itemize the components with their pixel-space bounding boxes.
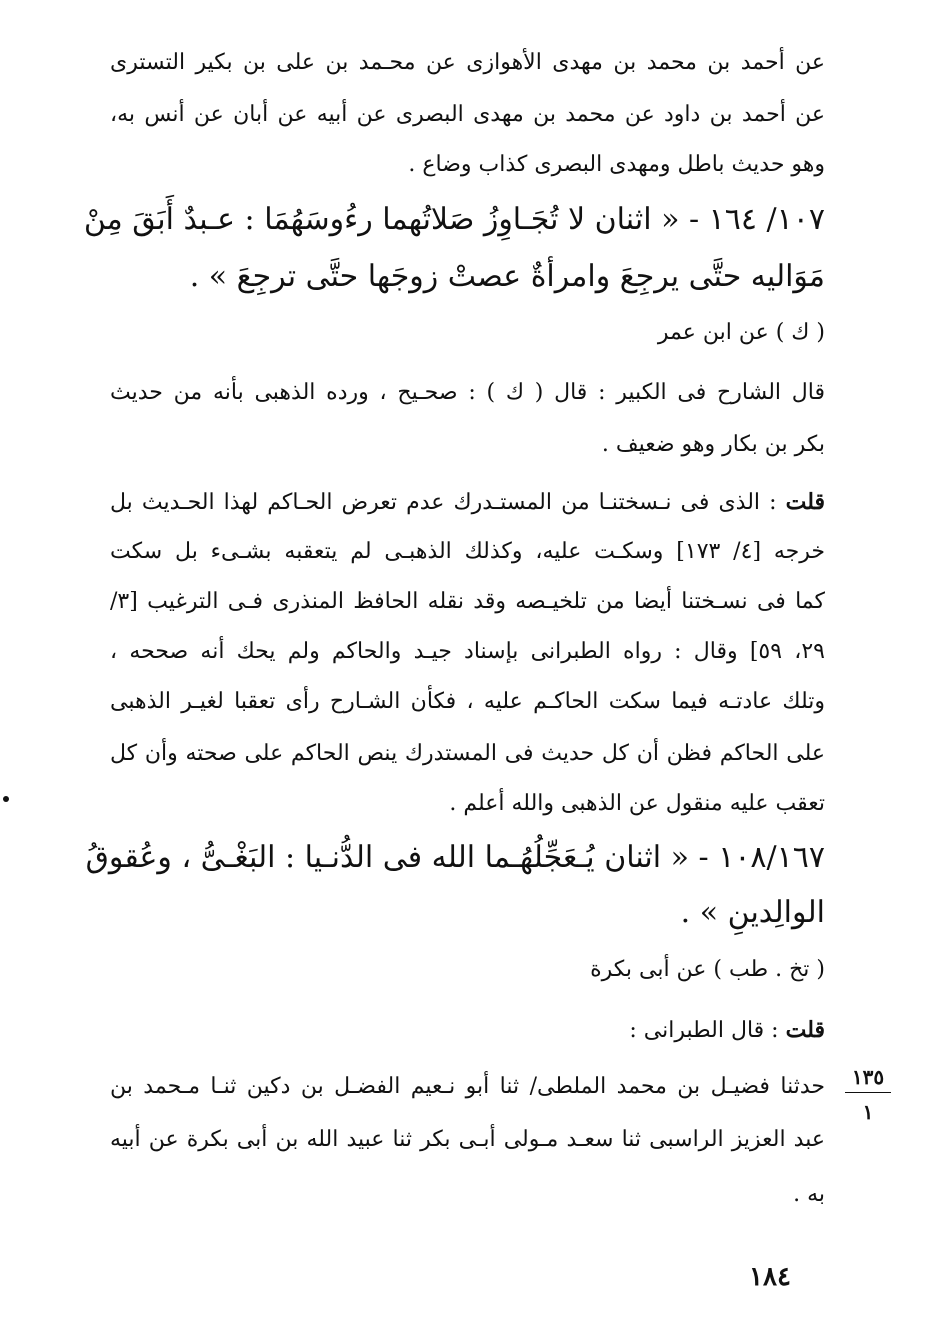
isnad-line-3: به . <box>793 1182 825 1207</box>
text-line-2: عن أحمد بن داود عن محمد بن مهدى البصرى عن أبيه عن أبان عن أنس به، <box>110 102 825 127</box>
hadith-108-line-2: الوالِدينِ » . <box>680 895 825 930</box>
note-line-5: وتلك عادتـه فيما سكت الحاكـم عليه ، فكأن الشـارح رأى تعقبا لغيـر الذهبى <box>110 689 825 714</box>
margin-reference-denominator: ١ <box>862 1100 874 1124</box>
hadith-108-line-1: ١٠٨/١٦٧ - « اثنان يُـعَجِّلُهُـما الله فى الدُّنـيا : البَغْـىُّ ، وعُقوقُ <box>85 840 825 875</box>
note-line-4: ٢٩، ٥٩] وقال : رواه الطبرانى بإسناد جيـد والحاكم ولم يحك أنه صححه ، <box>110 639 825 664</box>
note-line-7: تعقب عليه منقول عن الذهبى والله أعلم . <box>449 791 825 816</box>
hadith-107-line-2: مَوَاليه حتَّى يرجِعَ وامرأةٌ عصتْ زوجَها حتَّى ترجِعَ » . <box>189 259 825 294</box>
note-heading: قلت : قال الطبرانى : <box>629 1017 825 1043</box>
note-line-6: على الحاكم فظن أن كل حديث فى المستدرك ينص الحاكم على صحته وأن كل <box>110 741 825 766</box>
note-line-2: خرجه [٤/ ١٧٣] وسكـت عليه، وكذلك الذهبـى لم يتعقبه بشـىء بل سكت <box>110 539 826 564</box>
source-attribution-108: ( تخ . طب ) عن أبى بكرة <box>590 957 825 982</box>
isnad-line-1: حدثنا فضيـل بن محمد الملطى/ ثنا أبو نـعيم الفضـل بن دكين ثنـا مـحمد بن <box>110 1074 825 1099</box>
page-number: ١٨٤ <box>749 1262 791 1292</box>
isnad-line-2: عبد العزيز الراسبى ثنا سعـد مـولى أبـى بكر ثنا عبيد الله بن أبى بكرة عن أبيه <box>110 1127 825 1152</box>
hadith-107-line-1: ١٠٧/ ١٦٤ - « اثنان لا تُجَـاوِزُ صَلاتُهما رءُوسَهُمَا : عـبدٌ أَبَقَ مِنْ <box>83 202 825 237</box>
text-line-1: عن أحمد بن محمد بن مهدى الأهوازى عن محـمد بن على بن بكير التسترى <box>110 50 825 75</box>
commentary-line-2: بكر بن بكار وهو ضعيف . <box>601 432 825 457</box>
margin-reference-numerator: ١٣٥ <box>845 1064 891 1093</box>
commentary-line-1: قال الشارح فى الكبير : قال ( ك ) : صحـيح ، ورده الذهبى بأنه من حديث <box>110 380 825 405</box>
manuscript-margin-reference <box>845 1064 891 1125</box>
text-line-3: وهو حديث باطل ومهدى البصرى كذاب وضاع . <box>408 152 825 177</box>
scan-speck <box>3 796 9 802</box>
source-attribution-107: ( ك ) عن ابن عمر <box>657 320 825 345</box>
note-line-3: كما فى نسـختنا أيضا من تلخيـصه وقد نقله الحافظ المنذرى فـى الترغيب [٣/ <box>110 589 825 614</box>
note-line-1: قلت : الذى فى نـسختنـا من المستـدرك عدم تعرض الحـاكم لهذا الحـديث بل <box>110 489 825 515</box>
